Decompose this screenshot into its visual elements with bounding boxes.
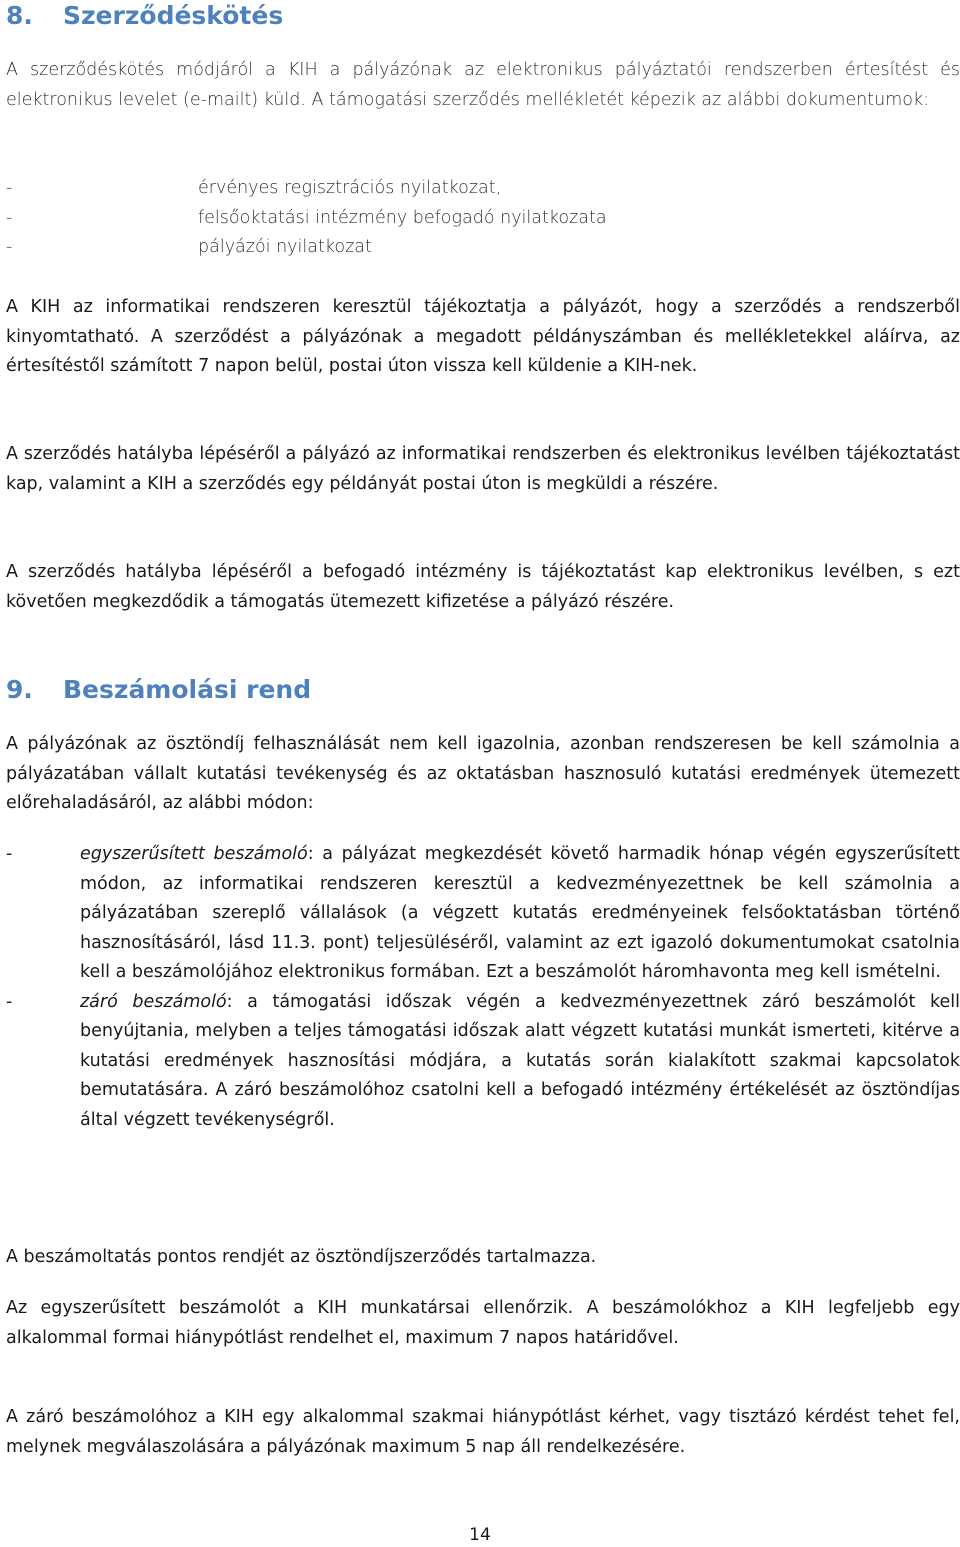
section-9-title: Beszámolási rend [63, 675, 312, 704]
attachment-text: felsőoktatási intézmény befogadó nyilatkozata [198, 207, 607, 228]
section-8-number: 8. [6, 1, 33, 30]
list-item [6, 233, 960, 263]
list-item [6, 174, 960, 204]
section-9-number: 9. [6, 675, 33, 704]
attachments-list [6, 174, 960, 263]
dash-marker: - [6, 178, 13, 198]
dash-marker: - [6, 207, 13, 228]
list-item [6, 204, 960, 234]
list-item [6, 840, 960, 988]
report-types-list [6, 840, 960, 1135]
page-number: 14 [469, 1525, 491, 1545]
report-term: záró beszámoló [80, 991, 227, 1012]
report-description: : a támogatási időszak végén a kedvezményezettnek záró beszámolót kell benyújtania, melyben a teljes támogatási időszak alatt végzett kutatási munkát ismerteti, kitérve a kutatási eredmények hasznosítási módjára, a kutatás során kialakított szakmai kapcsolatok bemutatására. A záró beszámolóhoz csatolni kell a befogadó intézmény értékelését az ösztöndíjas által végzett tevékenységről. [80, 991, 960, 1130]
attachment-text: pályázói nyilatkozat [198, 237, 372, 257]
section-8-paragraph-1: A KIH az informatikai rendszeren keresztül tájékoztatja a pályázót, hogy a szerződés a rendszerből kinyomtatható. A szerződést a pályázónak a megadott példányszámban és mellékletekkel aláírva, az értesítéstől számított 7 napon belül, postai úton vissza kell küldenie a KIH-nek. [6, 297, 960, 376]
list-item [6, 988, 960, 1136]
section-9-paragraph-2: Az egyszerűsített beszámolót a KIH munkatársai ellenőrzik. A beszámolókhoz a KIH legfeljebb egy alkalommal formai hiánypótlást rendelhet el, maximum 7 napos határidővel. [6, 1298, 960, 1348]
section-8-paragraph-2: A szerződés hatályba lépéséről a pályázó az informatikai rendszerben és elektronikus levélben tájékoztatást kap, valamint a KIH a szerződés egy példányát postai úton is megküldi a részére. [6, 444, 960, 494]
attachment-text: érvényes regisztrációs nyilatkozat, [198, 178, 502, 198]
section-9-intro: A pályázónak az ösztöndíj felhasználását nem kell igazolnia, azonban rendszeresen be kell számolnia a pályázatában vállalt kutatási tevékenység és az oktatásban hasznosuló kutatási eredmények ütemezett előrehaladásáról, az alábbi módon: [6, 734, 960, 813]
report-description: : a pályázat megkezdését követő harmadik hónap végén egyszerűsített módon, az informatikai rendszeren keresztül a kedvezményezettnek be kell számolnia a pályázatában szereplő vállalások (a végzett kutatás eredményeinek felsőoktatásban történő hasznosításáról, lásd 11.3. pont) teljesüléséről, valamint az ezt igazoló dokumentumokat csatolnia kell a beszámolójához elektronikus formában. Ezt a beszámolót háromhavonta meg kell ismételni. [80, 844, 960, 982]
section-9-heading [6, 674, 960, 706]
section-8-title: Szerződéskötés [63, 1, 284, 30]
section-9-paragraph-3: A záró beszámolóhoz a KIH egy alkalommal szakmai hiánypótlást kérhet, vagy tisztázó kérdést tehet fel, melynek megválaszolására a pályázónak maximum 5 nap áll rendelkezésére. [6, 1407, 960, 1457]
dash-marker: - [6, 237, 13, 257]
section-8-heading [6, 0, 960, 32]
section-9-paragraph-1: A beszámoltatás pontos rendjét az ösztöndíjszerződés tartalmazza. [6, 1247, 597, 1267]
dash-marker: - [6, 991, 13, 1012]
dash-marker: - [6, 844, 13, 864]
report-term: egyszerűsített beszámoló [80, 844, 308, 864]
section-8-intro: A szerződéskötés módjáról a KIH a pályázónak az elektronikus pályáztatói rendszerben értesítést és elektronikus levelet (e-mailt) küld. A támogatási szerződés mellékletét képezik az alábbi dokumentumok: [6, 60, 960, 110]
section-8-paragraph-3: A szerződés hatályba lépéséről a befogadó intézmény is tájékoztatást kap elektronikus levélben, s ezt követően megkezdődik a támogatás ütemezett kifizetése a pályázó részére. [6, 562, 960, 612]
